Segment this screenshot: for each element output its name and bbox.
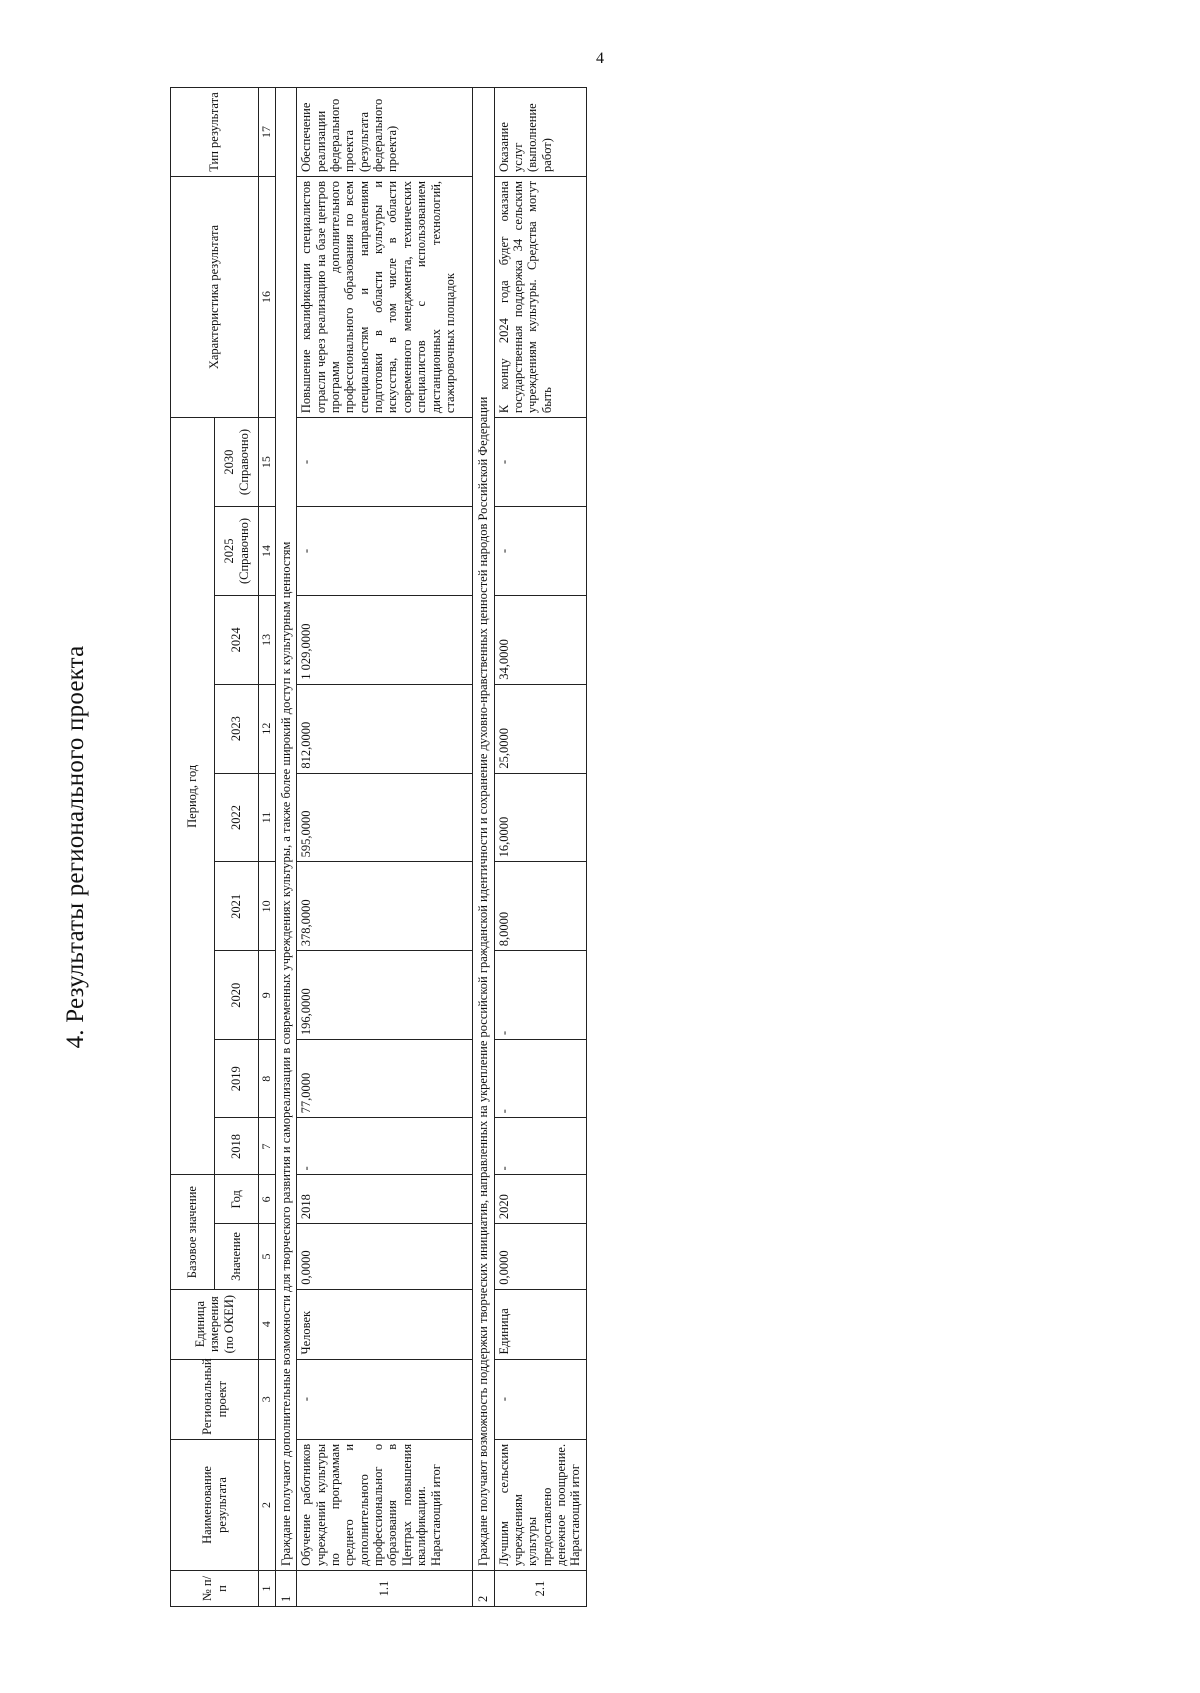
table-row xyxy=(297,87,473,1606)
header-year-2030: 2030 (Справочно) xyxy=(215,417,259,506)
result-name: Обучение работников учреждений культуры по программам среднего и дополнительного профессиональног о образования в Центрах повышения квалификации. Нарастающий итог xyxy=(297,1439,473,1570)
value-2020: - xyxy=(494,950,586,1039)
header-type: Тип результата xyxy=(171,87,259,176)
value-2025: - xyxy=(494,506,586,595)
value-2020: 196,0000 xyxy=(297,950,473,1039)
column-number: 3 xyxy=(259,1359,276,1439)
column-number: 15 xyxy=(259,417,276,506)
row-number: 1.1 xyxy=(297,1570,473,1606)
header-base-year: Год xyxy=(215,1174,259,1223)
base-value: 0,0000 xyxy=(494,1223,586,1289)
section-number: 1 xyxy=(275,1570,296,1606)
column-number: 1 xyxy=(259,1570,276,1606)
header-year-2018: 2018 xyxy=(215,1117,259,1174)
value-2023: 812,0000 xyxy=(297,684,473,773)
column-number: 13 xyxy=(259,595,276,684)
column-number: 5 xyxy=(259,1223,276,1289)
value-2023: 25,0000 xyxy=(494,684,586,773)
value-2030: - xyxy=(297,417,473,506)
value-2022: 595,0000 xyxy=(297,773,473,862)
rotated-page-content xyxy=(62,87,1030,1607)
column-number: 9 xyxy=(259,950,276,1039)
header-year-2024: 2024 xyxy=(215,595,259,684)
base-year: 2020 xyxy=(494,1174,586,1223)
table-row xyxy=(494,87,586,1606)
header-characteristic: Характеристика результата xyxy=(171,176,259,417)
value-2024: 34,0000 xyxy=(494,595,586,684)
column-number: 10 xyxy=(259,861,276,950)
result-characteristic: К концу 2024 года будет оказана государственная поддержка 34 сельским учреждениям культуры. Средства могут быть xyxy=(494,176,586,417)
base-year: 2018 xyxy=(297,1174,473,1223)
column-number: 12 xyxy=(259,684,276,773)
header-name: Наименование результата xyxy=(171,1439,259,1570)
column-number: 7 xyxy=(259,1117,276,1174)
value-2019: - xyxy=(494,1039,586,1117)
value-2018: - xyxy=(297,1117,473,1174)
section-row xyxy=(473,87,494,1606)
page-title: 4. Результаты регионального проекта xyxy=(62,645,89,1048)
column-number: 8 xyxy=(259,1039,276,1117)
page-number: 4 xyxy=(596,50,604,67)
value-2024: 1 029,0000 xyxy=(297,595,473,684)
column-number: 14 xyxy=(259,506,276,595)
header-regional: Региональный проект xyxy=(171,1359,259,1439)
column-number: 11 xyxy=(259,773,276,862)
column-number: 16 xyxy=(259,176,276,417)
header-year-2021: 2021 xyxy=(215,861,259,950)
results-table xyxy=(170,87,587,1607)
value-2022: 16,0000 xyxy=(494,773,586,862)
column-number: 4 xyxy=(259,1289,276,1359)
unit: Единица xyxy=(494,1289,586,1359)
section-title: Граждане получают возможность поддержки творческих инициатив, направленных на укрепление российской гражданской идентичности и сохранение духовно-нравственных ценностей народов Российской Федерации xyxy=(473,87,494,1570)
value-2019: 77,0000 xyxy=(297,1039,473,1117)
row-number: 2.1 xyxy=(494,1570,586,1606)
header-period: Период, год xyxy=(171,417,215,1174)
column-number: 17 xyxy=(259,87,276,176)
section-title: Граждане получают дополнительные возможности для творческого развития и самореализации в современных учреждениях культуры, а также более широкий доступ к культурным ценностям xyxy=(275,87,296,1570)
regional-project: - xyxy=(494,1359,586,1439)
result-type: Обеспечение реализации федерального проекта (результата федерального проекта) xyxy=(297,87,473,176)
result-name: Лучшим сельским учреждениям культуры предоставлено денежное поощрение. Нарастающий итог xyxy=(494,1439,586,1570)
header-year-2019: 2019 xyxy=(215,1039,259,1117)
value-2018: - xyxy=(494,1117,586,1174)
regional-project: - xyxy=(297,1359,473,1439)
column-number: 6 xyxy=(259,1174,276,1223)
column-number: 2 xyxy=(259,1439,276,1570)
header-year-2020: 2020 xyxy=(215,950,259,1039)
base-value: 0,0000 xyxy=(297,1223,473,1289)
section-row xyxy=(275,87,296,1606)
header-unit: Единица измерения (по ОКЕИ) xyxy=(171,1289,259,1359)
unit: Человек xyxy=(297,1289,473,1359)
header-base: Базовое значение xyxy=(171,1174,215,1288)
result-characteristic: Повышение квалификации специалистов отрасли через реализацию на базе центров программ дополнительного профессионального образования по всем специальностям и направлениям подготовки в области культуры и искусства, в том числе в области современного менеджмента, технических специалистов с использованием дистанционных технологий, стажировочных площадок xyxy=(297,176,473,417)
value-2025: - xyxy=(297,506,473,595)
column-numbers-row xyxy=(259,87,276,1606)
header-base-value: Значение xyxy=(215,1223,259,1289)
value-2021: 378,0000 xyxy=(297,861,473,950)
value-2021: 8,0000 xyxy=(494,861,586,950)
result-type: Оказание услуг (выполнение работ) xyxy=(494,87,586,176)
section-number: 2 xyxy=(473,1570,494,1606)
header-year-2025: 2025 (Справочно) xyxy=(215,506,259,595)
header-num: № п/п xyxy=(171,1570,259,1606)
value-2030: - xyxy=(494,417,586,506)
header-year-2022: 2022 xyxy=(215,773,259,862)
header-year-2023: 2023 xyxy=(215,684,259,773)
